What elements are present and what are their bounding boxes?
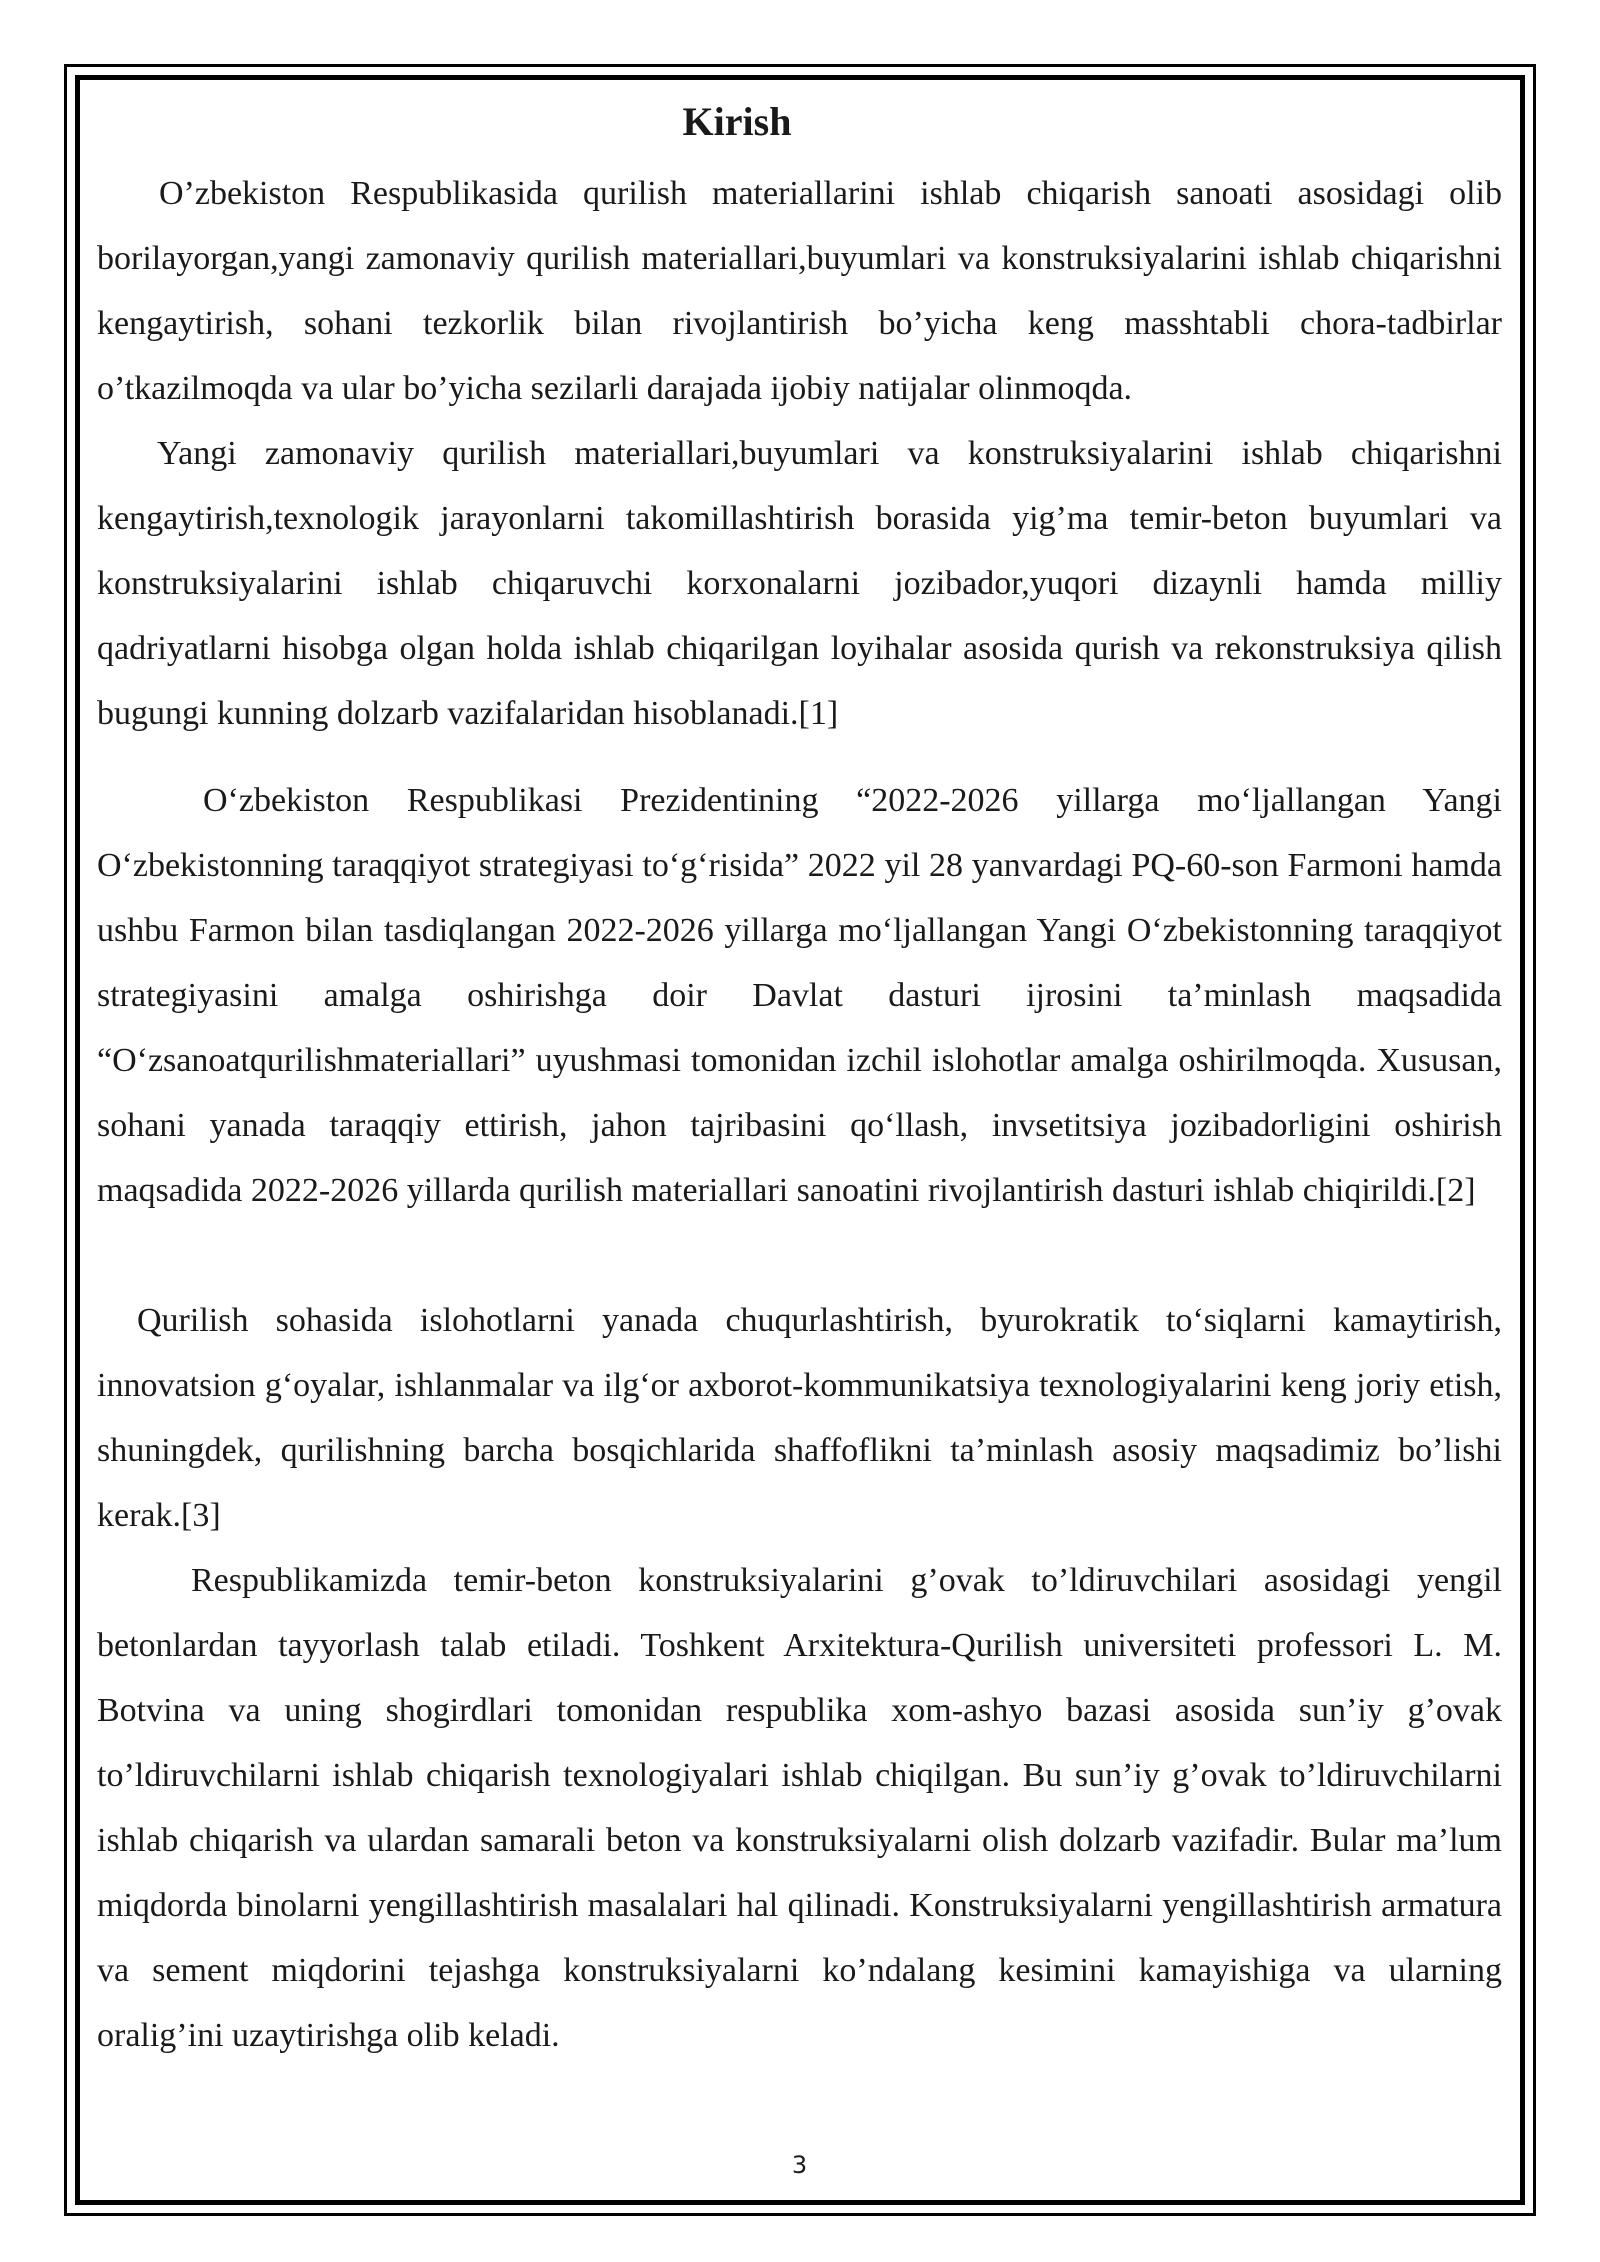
paragraph-1: O’zbekiston Respublikasida qurilish materiallarini ishlab chiqarish sanoati asosidagi olib borilayorgan,yangi zamonaviy qurilish materiallari,buyumlari va konstruksiyalarini ishlab chiqarishni kengaytirish, sohani tezkorlik bilan rivojlantirish bo’yicha keng masshtabli chora-tadbirlar o’tkazilmoqda va ular bo’yicha sezilarli darajada ijobiy natijalar olinmoqda.	[97, 175, 1502, 407]
document-page	[97, 0, 1502, 2262]
paragraph-5: Respublikamizda temir-beton konstruksiyalarini g’ovak to’ldiruvchilari asosidagi yengil betonlardan tayyorlash talab etiladi. Toshkent Arxitektura-Qurilish universiteti professori L. M. Botvina va uning shogirdlari tomonidan respublika xom-ashyo bazasi asosida sun’iy g’ovak to’ldiruvchilarni ishlab chiqarish texnologiyalari ishlab chiqilgan. Bu sun’iy g’ovak to’ldiruvchilarni ishlab chiqarish va ulardan samarali beton va konstruksiyalarni olish dolzarb vazifadir. Bular ma’lum miqdorda binolarni yengillashtirish masalalari hal qilinadi. Konstruksiyalarni yengillashtirish armatura va sement miqdorini tejashga konstruksiyalarni ko’ndalang kesimini kamayishiga va ularning oralig’ini uzaytirishga olib keladi.	[97, 1562, 1502, 2054]
paragraph-4: Qurilish sohasida islohotlarni yanada chuqurlashtirish, byurokratik to‘siqlarni kamaytirish, innovatsion g‘oyalar, ishlanmalar va ilg‘or axborot-kommunikatsiya texnologiyalarini keng joriy etish, shuningdek, qurilishning barcha bosqichlarida shaffoflikni ta’minlash asosiy maqsadimiz bo’lishi kerak.[3]	[97, 1302, 1502, 1534]
page-title: Kirish	[682, 99, 792, 144]
paragraph-2: Yangi zamonaviy qurilish materiallari,buyumlari va konstruksiyalarini ishlab chiqarishni kengaytirish,texnologik jarayonlarni takomillashtirish borasida yig’ma temir-beton buyumlari va konstruksiyalarini ishlab chiqaruvchi korxonalarni jozibador,yuqori dizaynli hamda milliy qadriyatlarni hisobga olgan holda ishlab chiqarilgan loyihalar asosida qurish va rekonstruksiya qilish bugungi kunning dolzarb vazifalaridan hisoblanadi.[1]	[97, 435, 1502, 732]
paragraph-3: O‘zbekiston Respublikasi Prezidentining “2022-2026 yillarga mo‘ljallangan Yangi O‘zbekistonning taraqqiyot strategiyasi to‘g‘risida” 2022 yil 28 yanvardagi PQ-60-son Farmoni hamda ushbu Farmon bilan tasdiqlangan 2022-2026 yillarga mo‘ljallangan Yangi O‘zbekistonning taraqqiyot strategiyasini amalga oshirishga doir Davlat dasturi ijrosini ta’minlash maqsadida “O‘zsanoatqurilishmateriallari” uyushmasi tomonidan izchil islohotlar amalga oshirilmoqda. Xususan, sohani yanada taraqqiy ettirish, jahon tajribasini qo‘llash, invsetitsiya jozibadorligini oshirish maqsadida 2022-2026 yillarda qurilish materiallari sanoatini rivojlantirish dasturi ishlab chiqirildi.[2]	[97, 782, 1502, 1209]
page-number: 3	[791, 2151, 808, 2179]
